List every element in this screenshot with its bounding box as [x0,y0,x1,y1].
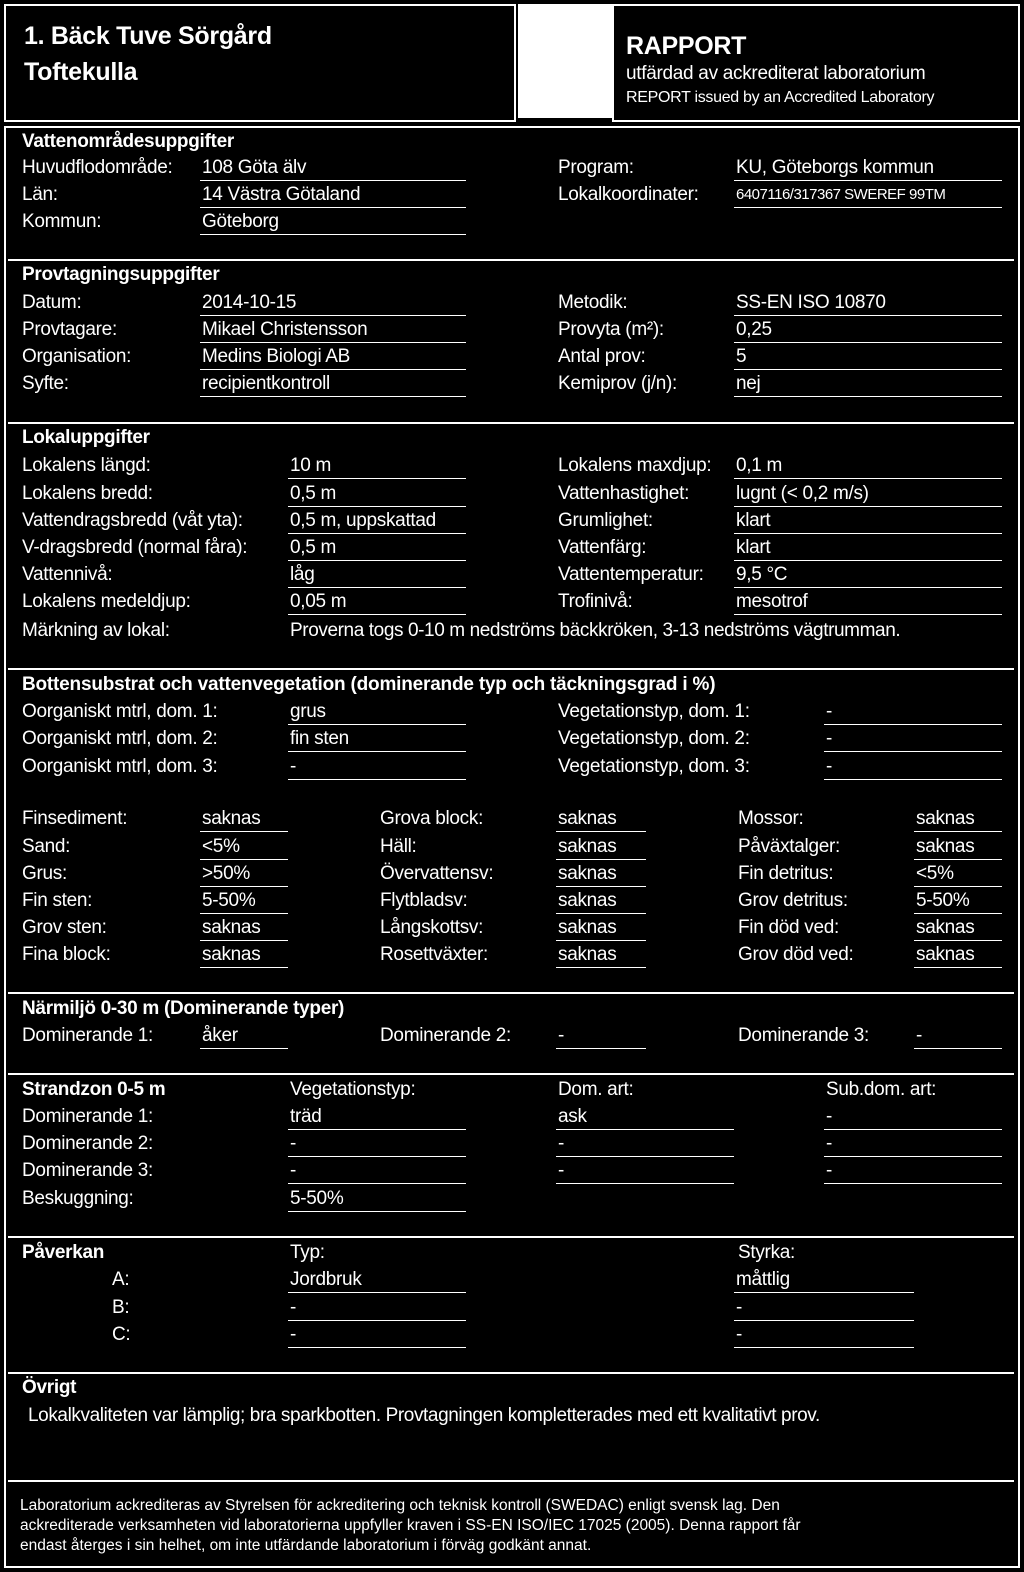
section-divider [8,668,1014,670]
label-grumlighet: Grumlighet: [558,510,653,531]
value-substrate: saknas [556,808,646,832]
value-vattenhastighet: lugnt (< 0,2 m/s) [734,483,1002,507]
site-subname: Toftekulla [24,58,138,86]
label-veg-1: Vegetationstyp, dom. 1: [558,701,750,722]
label-lan: Län: [22,184,58,205]
value-lan: 14 Västra Götaland [200,184,466,208]
footer-line-2: ackrediterade verksamheten vid laboratorierna uppfyller kraven i SS-EN ISO/IEC 17025 (2005). Denna rapport får [20,1517,801,1534]
label-strand-row: Dominerande 2: [22,1133,153,1154]
value-kommun: Göteborg [200,211,466,235]
value-medeldjup: 0,05 m [288,591,466,615]
value-strand-veg: - [288,1160,466,1184]
label-bredd: Lokalens bredd: [22,483,153,504]
value-strand-veg: - [288,1133,466,1157]
value-substrate: saknas [914,944,1002,968]
value-substrate: 5-50% [914,890,1002,914]
value-beskuggning: 5-50% [288,1188,466,1212]
value-substrate: saknas [556,890,646,914]
value-kemiprov: nej [734,373,1002,397]
value-oorg-2: fin sten [288,728,466,752]
value-substrate: saknas [556,863,646,887]
column-header-subdom-art: Sub.dom. art: [826,1079,937,1100]
value-veg-3: - [824,756,1002,780]
label-substrate: Fin detritus: [738,863,834,884]
value-temperatur: 9,5 °C [734,564,1002,588]
label-paverkan-row: C: [112,1324,131,1345]
label-maxdjup: Lokalens maxdjup: [558,455,712,476]
label-markning: Märkning av lokal: [22,620,170,641]
section-heading-ovrigt: Övrigt [22,1377,77,1398]
value-strand-dom: - [556,1160,734,1184]
ovrigt-text: Lokalkvaliteten var lämplig; bra sparkbotten. Provtagningen kompletterades med ett kvalitativt prov. [28,1405,820,1426]
value-paverkan-typ: - [288,1324,466,1348]
label-vattenniva: Vattennivå: [22,564,113,585]
label-kommun: Kommun: [22,211,102,232]
value-vattenniva: låg [288,564,466,588]
label-substrate: Sand: [22,836,71,857]
section-heading-vatten: Vattenområdesuppgifter [22,131,234,152]
value-oorg-1: grus [288,701,466,725]
label-kemiprov: Kemiprov (j/n): [558,373,678,394]
section-heading-strand: Strandzon 0-5 m [22,1079,166,1100]
label-substrate: Flytbladsv: [380,890,468,911]
value-strand-dom: ask [556,1106,734,1130]
value-program: KU, Göteborgs kommun [734,157,1002,181]
label-organisation: Organisation: [22,346,132,367]
label-program: Program: [558,157,634,178]
footer-line-3: endast återges i sin helhet, om inte utfärdande laboratorium i förväg godkänt annat. [20,1537,592,1554]
value-antal: 5 [734,346,1002,370]
label-datum: Datum: [22,292,82,313]
column-header-typ: Typ: [290,1242,325,1263]
value-vattenfarg: klart [734,537,1002,561]
value-metodik: SS-EN ISO 10870 [734,292,1002,316]
label-paverkan-row: A: [112,1269,130,1290]
value-datum: 2014-10-15 [200,292,466,316]
label-langd: Lokalens längd: [22,455,151,476]
label-substrate: Rosettväxter: [380,944,489,965]
label-substrate: Grov detritus: [738,890,848,911]
value-organisation: Medins Biologi AB [200,346,466,370]
value-narmiljo-3: - [914,1025,1002,1049]
value-narmiljo-2: - [556,1025,646,1049]
section-heading-narmiljo: Närmiljö 0-30 m (Dominerande typer) [22,998,345,1019]
section-divider [8,1236,1014,1238]
column-header-dom-art: Dom. art: [558,1079,634,1100]
label-oorg-1: Oorganiskt mtrl, dom. 1: [22,701,218,722]
column-header-styrka: Styrka: [738,1242,796,1263]
label-paverkan-row: B: [112,1297,130,1318]
value-syfte: recipientkontroll [200,373,466,397]
label-narmiljo-1: Dominerande 1: [22,1025,153,1046]
label-koordinater: Lokalkoordinater: [558,184,699,205]
value-paverkan-typ: Jordbruk [288,1269,466,1293]
value-substrate: saknas [200,944,288,968]
label-metodik: Metodik: [558,292,628,313]
report-subtitle-sv: utfärdad av ackrediterat laboratorium [626,63,926,84]
label-substrate: Mossor: [738,808,804,829]
section-divider [8,259,1014,261]
value-substrate: saknas [200,808,288,832]
label-beskuggning: Beskuggning: [22,1188,134,1209]
label-oorg-3: Oorganiskt mtrl, dom. 3: [22,756,218,777]
label-vattendragsbredd: Vattendragsbredd (våt yta): [22,510,243,531]
label-substrate: Häll: [380,836,417,857]
label-narmiljo-3: Dominerande 3: [738,1025,869,1046]
value-vdragsbredd: 0,5 m [288,537,466,561]
label-narmiljo-2: Dominerande 2: [380,1025,511,1046]
label-trofiniva: Trofinivå: [558,591,633,612]
value-substrate: saknas [556,917,646,941]
label-veg-3: Vegetationstyp, dom. 3: [558,756,750,777]
site-name: 1. Bäck Tuve Sörgård [24,22,272,50]
label-vattenfarg: Vattenfärg: [558,537,647,558]
value-substrate: saknas [200,917,288,941]
label-substrate: Finsediment: [22,808,128,829]
value-substrate: 5-50% [200,890,288,914]
value-strand-veg: träd [288,1106,466,1130]
section-divider [8,1073,1014,1075]
value-maxdjup: 0,1 m [734,455,1002,479]
label-syfte: Syfte: [22,373,69,394]
report-subtitle-en: REPORT issued by an Accredited Laboratory [626,89,935,106]
label-antal: Antal prov: [558,346,646,367]
label-substrate: Grov död ved: [738,944,854,965]
value-bredd: 0,5 m [288,483,466,507]
value-substrate: <5% [200,836,288,860]
value-paverkan-styrka: - [734,1297,914,1321]
section-divider [8,1372,1014,1374]
value-substrate: >50% [200,863,288,887]
label-substrate: Fin död ved: [738,917,839,938]
label-substrate: Grov sten: [22,917,107,938]
section-heading-prov: Provtagningsuppgifter [22,264,220,285]
value-provtagare: Mikael Christensson [200,319,466,343]
label-substrate: Övervattensv: [380,863,494,884]
section-heading-lokal: Lokaluppgifter [22,427,150,448]
value-veg-2: - [824,728,1002,752]
label-provyta: Provyta (m²): [558,319,664,340]
section-divider [8,992,1014,994]
value-provyta: 0,25 [734,319,1002,343]
value-paverkan-typ: - [288,1297,466,1321]
label-substrate: Grus: [22,863,67,884]
section-heading-paverkan: Påverkan [22,1242,105,1263]
value-strand-dom: - [556,1133,734,1157]
section-divider [8,422,1014,424]
value-strand-sub: - [824,1160,1002,1184]
value-oorg-3: - [288,756,466,780]
value-langd: 10 m [288,455,466,479]
value-substrate: saknas [556,944,646,968]
label-oorg-2: Oorganiskt mtrl, dom. 2: [22,728,218,749]
section-divider [8,1480,1014,1482]
label-temperatur: Vattentemperatur: [558,564,704,585]
label-veg-2: Vegetationstyp, dom. 2: [558,728,750,749]
label-substrate: Långskottsv: [380,917,484,938]
value-grumlighet: klart [734,510,1002,534]
label-vattenhastighet: Vattenhastighet: [558,483,690,504]
value-huvudflod: 108 Göta älv [200,157,466,181]
value-substrate: saknas [914,917,1002,941]
value-substrate: saknas [556,836,646,860]
value-vattendragsbredd: 0,5 m, uppskattad [288,510,466,534]
label-provtagare: Provtagare: [22,319,117,340]
label-substrate: Påväxtalger: [738,836,841,857]
value-narmiljo-1: åker [200,1025,288,1049]
value-substrate: saknas [914,836,1002,860]
label-medeldjup: Lokalens medeldjup: [22,591,191,612]
value-paverkan-styrka: - [734,1324,914,1348]
value-koordinater: 6407116/317367 SWEREF 99TM [734,184,1002,208]
label-huvudflod: Huvudflodområde: [22,157,173,178]
value-markning: Proverna togs 0-10 m nedströms bäckkröken, 3-13 nedströms vägtrumman. [290,620,901,641]
column-header-vegetation: Vegetationstyp: [290,1079,416,1100]
value-paverkan-styrka: måttlig [734,1269,914,1293]
footer-line-1: Laboratorium ackrediteras av Styrelsen för ackreditering och teknisk kontroll (SWEDAC) enligt svensk lag. Den [20,1497,780,1514]
value-substrate: <5% [914,863,1002,887]
label-strand-row: Dominerande 3: [22,1160,153,1181]
value-substrate: saknas [914,808,1002,832]
label-strand-row: Dominerande 1: [22,1106,153,1127]
label-vdragsbredd: V-dragsbredd (normal fåra): [22,537,248,558]
value-veg-1: - [824,701,1002,725]
label-substrate: Fin sten: [22,890,93,911]
report-title: RAPPORT [626,32,747,60]
value-trofiniva: mesotrof [734,591,1002,615]
logo-placeholder [518,4,612,118]
value-strand-sub: - [824,1106,1002,1130]
label-substrate: Grova block: [380,808,484,829]
value-strand-sub: - [824,1133,1002,1157]
label-substrate: Fina block: [22,944,111,965]
section-heading-botten: Bottensubstrat och vattenvegetation (dominerande typ och täckningsgrad i %) [22,674,716,695]
